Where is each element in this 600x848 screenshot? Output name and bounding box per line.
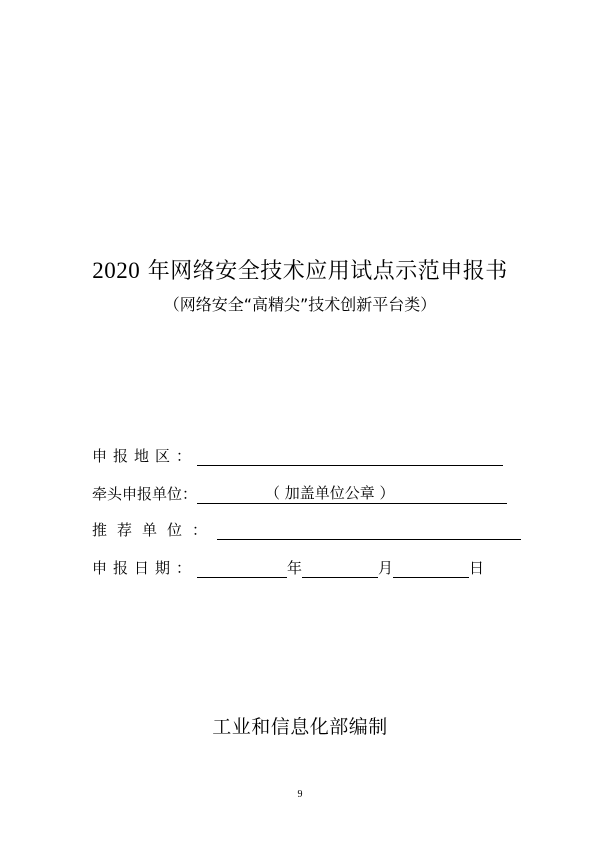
lead-unit-field[interactable]: [197, 485, 507, 504]
lead-unit-label: 牵头申报单位：: [92, 485, 198, 503]
document-title: [0, 254, 600, 285]
date-day-field[interactable]: [393, 559, 469, 578]
date-month-field[interactable]: [302, 559, 378, 578]
date-year-unit: 年: [287, 559, 303, 577]
date-day-unit: 日: [469, 559, 485, 577]
date-label: 申报日期：: [92, 559, 198, 577]
date-row: [92, 552, 484, 578]
issuer: 工业和信息化部编制: [212, 716, 388, 738]
title-year: 2020: [92, 258, 141, 283]
title-text: 年网络安全技术应用试点示范申报书: [140, 259, 508, 284]
page-number: 9: [297, 789, 303, 800]
recommend-row: [92, 514, 521, 540]
region-row: [92, 440, 503, 466]
date-month-unit: 月: [378, 559, 394, 577]
date-year-field[interactable]: [197, 559, 287, 578]
region-field[interactable]: [197, 447, 503, 466]
document-subtitle: （网络安全“高精尖”技术创新平台类）: [163, 295, 437, 314]
lead-unit-note: （ 加盖单位公章 ）: [265, 484, 395, 502]
recommend-field[interactable]: [217, 521, 521, 540]
region-label: 申报地区：: [92, 447, 198, 465]
lead-unit-row: [92, 478, 507, 504]
recommend-label: 推荐单位：: [92, 521, 218, 539]
